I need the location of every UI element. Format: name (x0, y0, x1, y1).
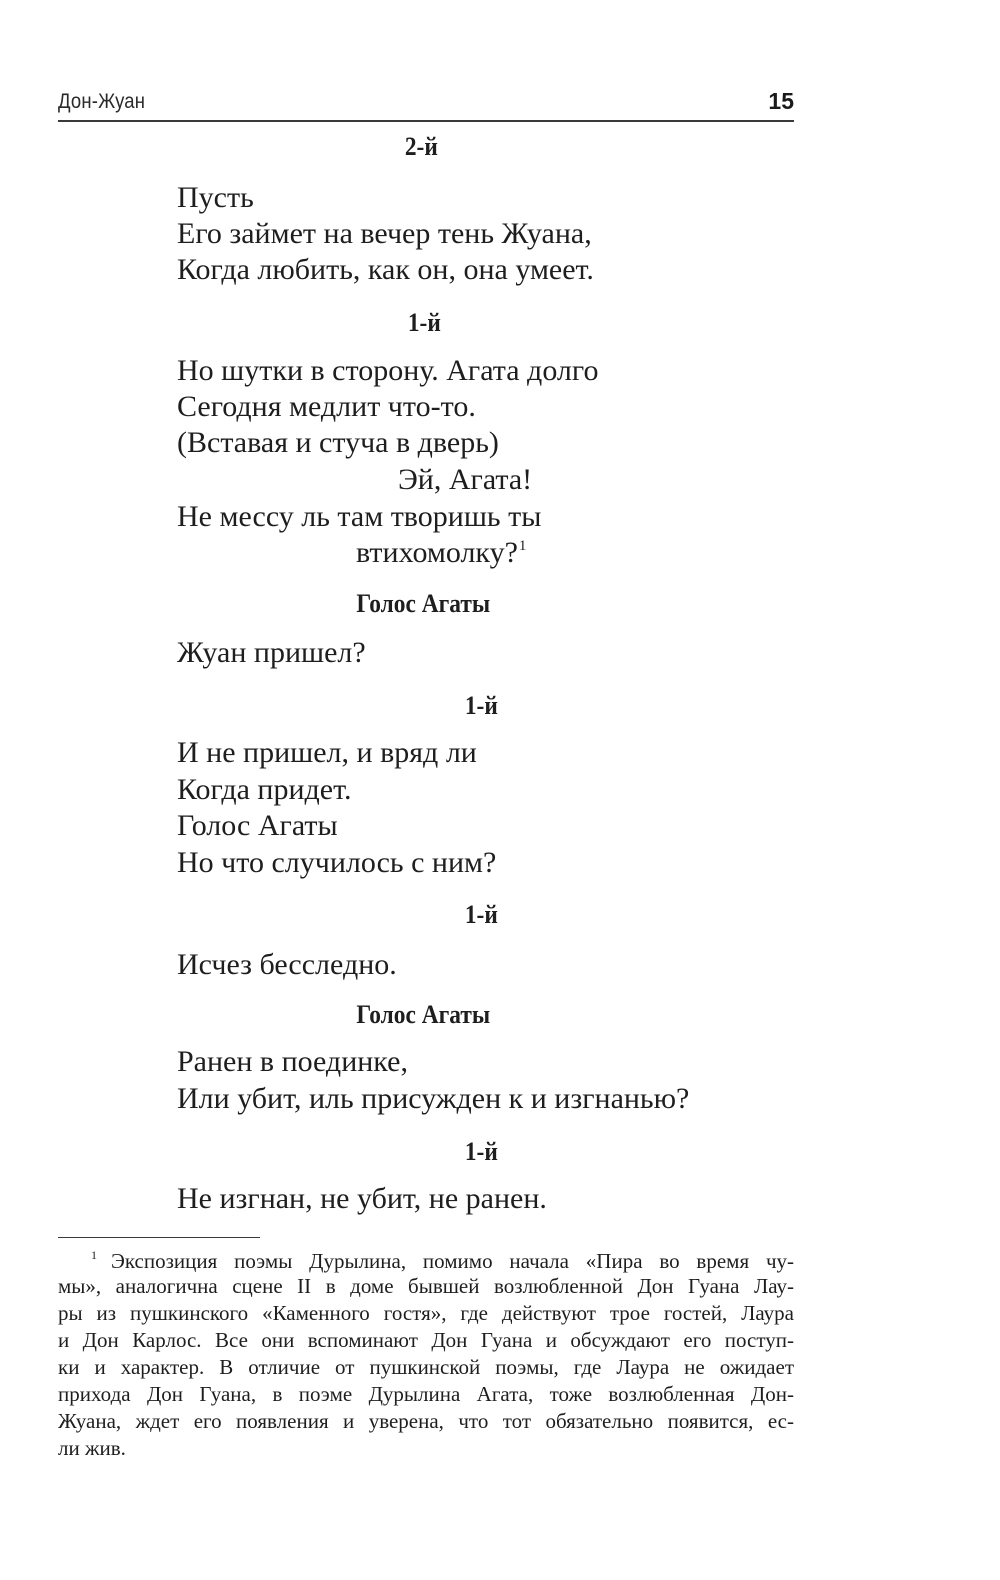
footnote-line: Жуана, ждет его появления и уверена, что тот обязательно появится, ес- (58, 1409, 794, 1433)
speaker-label: 2-й (404, 132, 438, 161)
verse-line: Когда придет. (177, 773, 352, 806)
verse-line: Но что случилось с ним? (177, 846, 497, 879)
verse-line: Пусть (177, 181, 254, 214)
footnote-line: и Дон Карлос. Все они вспоминают Дон Гуана и обсуждают его поступ- (58, 1328, 794, 1352)
verse-line: Когда любить, как он, она умеет. (177, 253, 594, 286)
verse-line: Сегодня медлит что-то. (177, 390, 476, 423)
footnote-line: ры из пушкинского «Каменного гостя», где действуют трое гостей, Лаура (58, 1301, 794, 1325)
footnote-line: ли жив. (58, 1436, 126, 1460)
speaker-label: 1-й (464, 691, 498, 720)
footnote-line: ки и характер. В отличие от пушкинской поэмы, где Лаура не ожидает (58, 1355, 794, 1379)
speaker-label: Голос Агаты (356, 589, 491, 618)
stage-direction: (Вставая и стуча в дверь) (177, 426, 499, 459)
verse-line: Голос Агаты (177, 809, 338, 842)
verse-line: Или убит, иль присужден к и изгнанью? (177, 1082, 690, 1115)
footnote-text: Экспозиция поэмы Дурылина, помимо начала «Пира во время чу- (111, 1249, 794, 1273)
verse-line: Эй, Агата! (398, 463, 533, 496)
verse-line: Не изгнан, не убит, не ранен. (177, 1182, 547, 1215)
verse-line: Не мессу ль там творишь ты (177, 500, 542, 533)
footnote-line: мы», аналогична сцене II в доме бывшей возлюбленной Дон Гуана Лау- (58, 1274, 794, 1298)
speaker-label: 1-й (464, 1137, 498, 1166)
speaker-label: 1-й (407, 308, 441, 337)
page-number: 15 (768, 88, 794, 114)
header-rule (58, 120, 794, 122)
footnote-marker: 1 (91, 1248, 97, 1262)
verse-line: И не пришел, и вряд ли (177, 736, 477, 769)
footnote-reference: 1 (518, 538, 527, 554)
verse-line: Но шутки в сторону. Агата долго (177, 354, 599, 387)
footnote-line: прихода Дон Гуана, в поэме Дурылина Агата, тоже возлюбленная Дон- (58, 1382, 794, 1406)
running-title: Дон-Жуан (58, 90, 146, 113)
verse-line: Жуан пришел? (177, 636, 366, 669)
verse-line-with-note (356, 538, 526, 568)
verse-line: Ранен в поединке, (177, 1045, 408, 1078)
verse-line-text: втихомолку? (356, 536, 518, 569)
speaker-label: 1-й (464, 900, 498, 929)
verse-line: Его займет на вечер тень Жуана, (177, 217, 592, 250)
footnote-line (58, 1249, 794, 1272)
footnote-rule (58, 1237, 260, 1238)
verse-line: Исчез бесследно. (177, 948, 397, 981)
speaker-label: Голос Агаты (356, 1000, 491, 1029)
